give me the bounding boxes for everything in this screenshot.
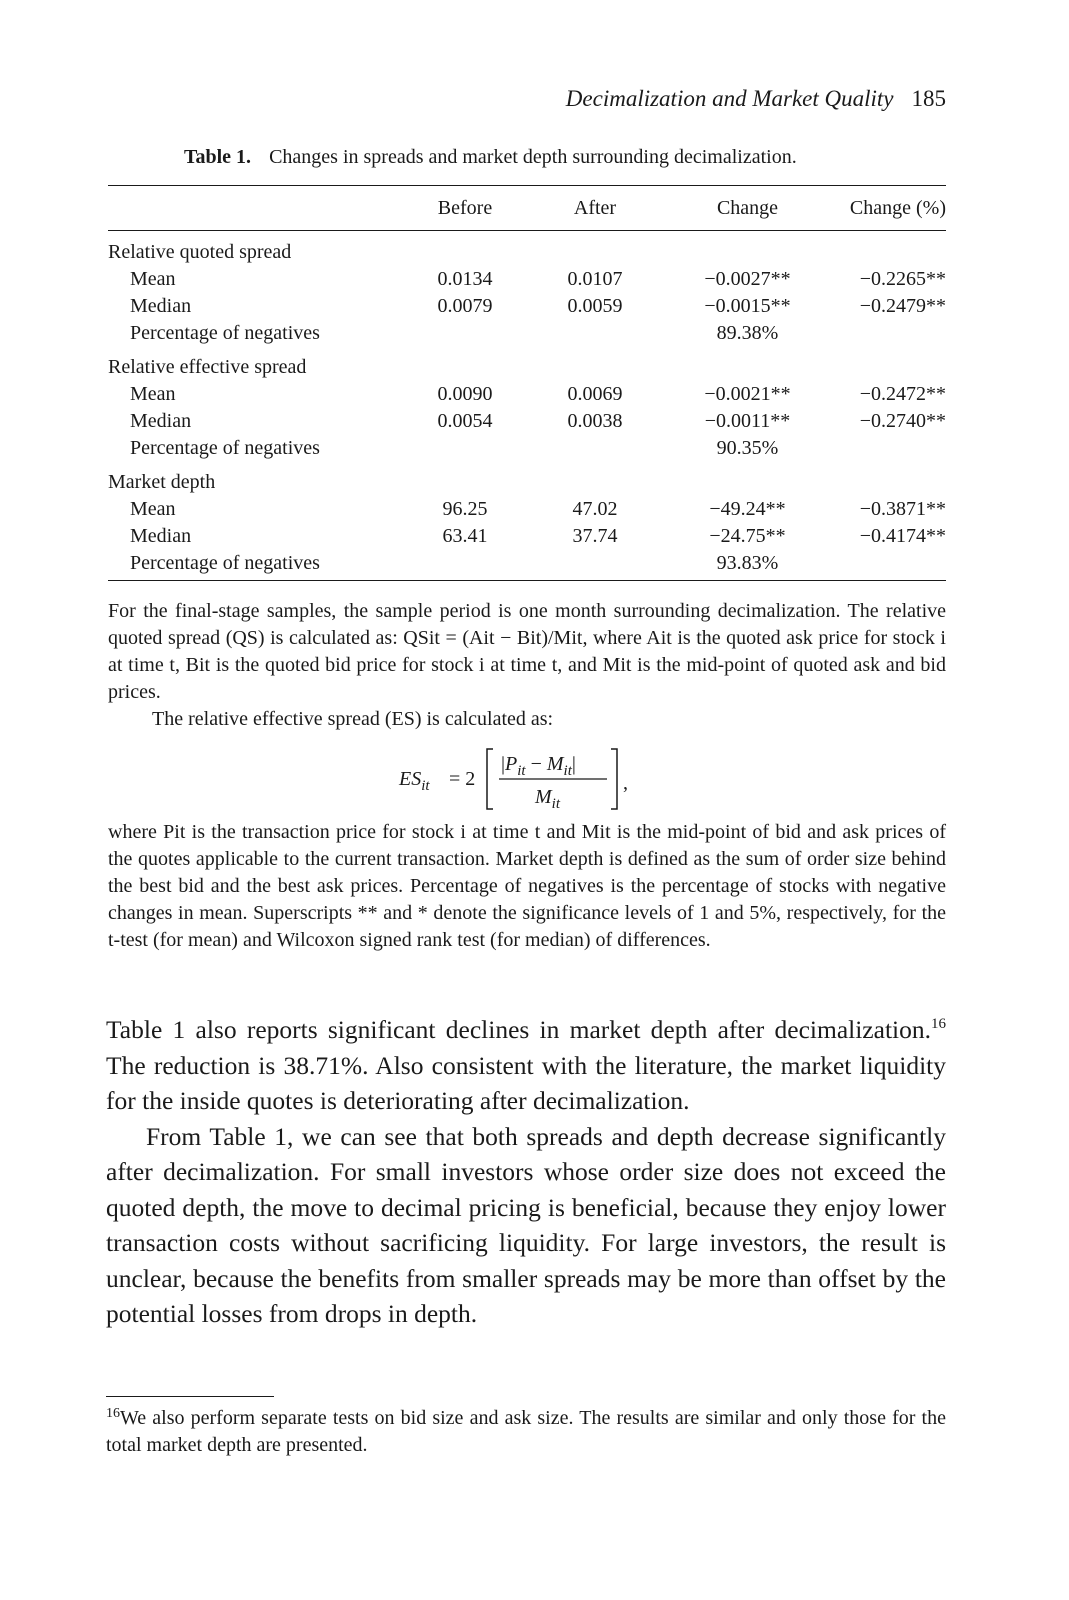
cell-change: −0.0015**: [704, 295, 791, 317]
cell-change-pct: [835, 320, 946, 347]
cell-change-pct: [835, 435, 946, 462]
cell-change-pct: −0.2479**: [859, 295, 946, 317]
cell-before: 0.0090: [437, 383, 493, 405]
cell-after: 0.0069: [567, 383, 623, 405]
row-label: Mean: [130, 383, 176, 405]
cell-before: 0.0134: [437, 268, 493, 290]
table-header-row: [108, 186, 946, 230]
cell-after: [530, 320, 660, 347]
table-label: Table 1.: [184, 146, 252, 168]
cell-before: 0.0054: [437, 410, 493, 432]
row-label: Median: [130, 295, 192, 317]
group-title: Relative quoted spread: [108, 241, 292, 263]
cell-after: 0.0107: [567, 268, 623, 290]
cell-before: 0.0079: [437, 295, 493, 317]
column-header-after: After: [573, 196, 617, 219]
running-head-title: Decimalization and Market Quality: [565, 86, 894, 111]
cell-change: 89.38%: [716, 322, 779, 344]
row-label: Median: [130, 410, 192, 432]
cell-change: 90.35%: [716, 437, 779, 459]
column-header-change-pct: Change (%): [849, 196, 946, 219]
footnote-text: We also perform separate tests on bid size and ask size. The results are similar and only those for the total market depth are presented.: [106, 1407, 946, 1456]
cell-before: 63.41: [442, 525, 488, 547]
row-label: Median: [130, 525, 192, 547]
cell-after: 47.02: [572, 498, 618, 520]
group-title: Relative effective spread: [108, 356, 307, 378]
svg-text:Mit: $M_{it}$: [535, 786, 561, 812]
cell-before: 96.25: [442, 498, 488, 520]
results-table: [108, 186, 946, 580]
table-row: [108, 408, 946, 435]
body-sentence: Table 1 also reports significant declines in market depth after decimalization.: [106, 1015, 931, 1044]
svg-text:= 2: = 2: [449, 768, 476, 790]
table-caption: [184, 146, 797, 169]
group-title: Market depth: [108, 471, 216, 493]
cell-change: −24.75**: [709, 525, 786, 547]
cell-change-pct: [835, 550, 946, 580]
cell-change: −0.0027**: [704, 268, 791, 290]
table-group-row: [108, 231, 946, 266]
svg-text:|Pit − Mit|: $|P_{it} - M_{it}|$: [501, 753, 576, 779]
cell-after: 37.74: [572, 525, 618, 547]
table-row: [108, 381, 946, 408]
cell-after: [530, 435, 660, 462]
row-label: Mean: [130, 268, 176, 290]
cell-before: [400, 320, 530, 347]
table-row: [108, 320, 946, 347]
effective-spread-formula: [108, 743, 946, 815]
table-row: [108, 523, 946, 550]
row-label: Percentage of negatives: [130, 552, 320, 574]
formula-graphic: [397, 743, 657, 815]
table-group-row: [108, 462, 946, 496]
footnote-marker[interactable]: 16: [931, 1016, 946, 1032]
cell-after: 0.0059: [567, 295, 623, 317]
page-number: 185: [911, 86, 946, 111]
body-sentence: The reduction is 38.71%. Also consistent with the literature, the market liquidity for the inside quotes is deteriorating after decimalization.: [106, 1050, 946, 1115]
cell-change: −49.24**: [709, 498, 786, 520]
cell-before: [400, 550, 530, 580]
notes-paragraph: For the final-stage samples, the sample period is one month surrounding decimalization. The relative quoted spread (QS) is calculated as: QSit = (Ait − Bit)/Mit, where Ait is the quoted ask price for stock i at time t, Bit is the quoted bid price for stock i at time t, and Mit is the mid-point of quoted ask and bid prices.: [108, 600, 946, 703]
results-table-block: [108, 185, 946, 581]
cell-change-pct: −0.2265**: [859, 268, 946, 290]
svg-text:,: ,: [623, 772, 628, 794]
row-label: Percentage of negatives: [130, 437, 320, 459]
table-group-row: [108, 347, 946, 381]
column-header-label: [108, 186, 400, 230]
cell-change: −0.0011**: [704, 410, 791, 432]
column-header-before: Before: [437, 196, 493, 219]
footnote-number: 16: [106, 1406, 120, 1421]
table-row: [108, 435, 946, 462]
table-bottom-rule: [108, 580, 946, 581]
body-text: [106, 1012, 946, 1332]
cell-change-pct: −0.3871**: [859, 498, 946, 520]
cell-change: 93.83%: [716, 552, 779, 574]
table-row: [108, 550, 946, 580]
body-paragraph: From Table 1, we can see that both spreads and depth decrease significantly after decimalization. For small investors whose order size does not exceed the quoted depth, the move to decimal pricing is beneficial, because they enjoy lower transaction costs without sacrificing liquidity. For large investors, the result is unclear, because the benefits from smaller spreads may be more than offset by the potential losses from drops in depth.: [106, 1121, 946, 1328]
cell-change-pct: −0.2740**: [859, 410, 946, 432]
cell-change: −0.0021**: [704, 383, 791, 405]
table-row: [108, 266, 946, 293]
row-label: Mean: [130, 498, 176, 520]
table-row: [108, 496, 946, 523]
cell-change-pct: −0.2472**: [859, 383, 946, 405]
cell-before: [400, 435, 530, 462]
running-head: [108, 86, 946, 112]
body-paragraph: [106, 1012, 946, 1119]
footnote: [106, 1405, 946, 1459]
column-header-change: Change: [716, 196, 779, 219]
table-notes: [108, 598, 946, 954]
cell-after: 0.0038: [567, 410, 623, 432]
cell-after: [530, 550, 660, 580]
cell-change-pct: −0.4174**: [859, 525, 946, 547]
row-label: Percentage of negatives: [130, 322, 320, 344]
notes-paragraph: where Pit is the transaction price for stock i at time t and Mit is the mid-point of bid and ask prices of the quotes applicable to the current transaction. Market depth is defined as the sum of order size behind the best bid and the best ask prices. Percentage of negatives is the percentage of stocks with negative changes in mean. Superscripts ** and * denote the significance levels of 1 and 5%, respectively, for the t-test (for mean) and Wilcoxon signed rank test (for median) of differences.: [108, 821, 946, 951]
notes-paragraph: The relative effective spread (ES) is calculated as:: [152, 708, 554, 730]
svg-text:ESit: $ES_{it}$: [399, 768, 430, 794]
footnote-rule: [106, 1396, 274, 1397]
table-row: [108, 293, 946, 320]
table-caption-text: Changes in spreads and market depth surrounding decimalization.: [269, 146, 797, 168]
